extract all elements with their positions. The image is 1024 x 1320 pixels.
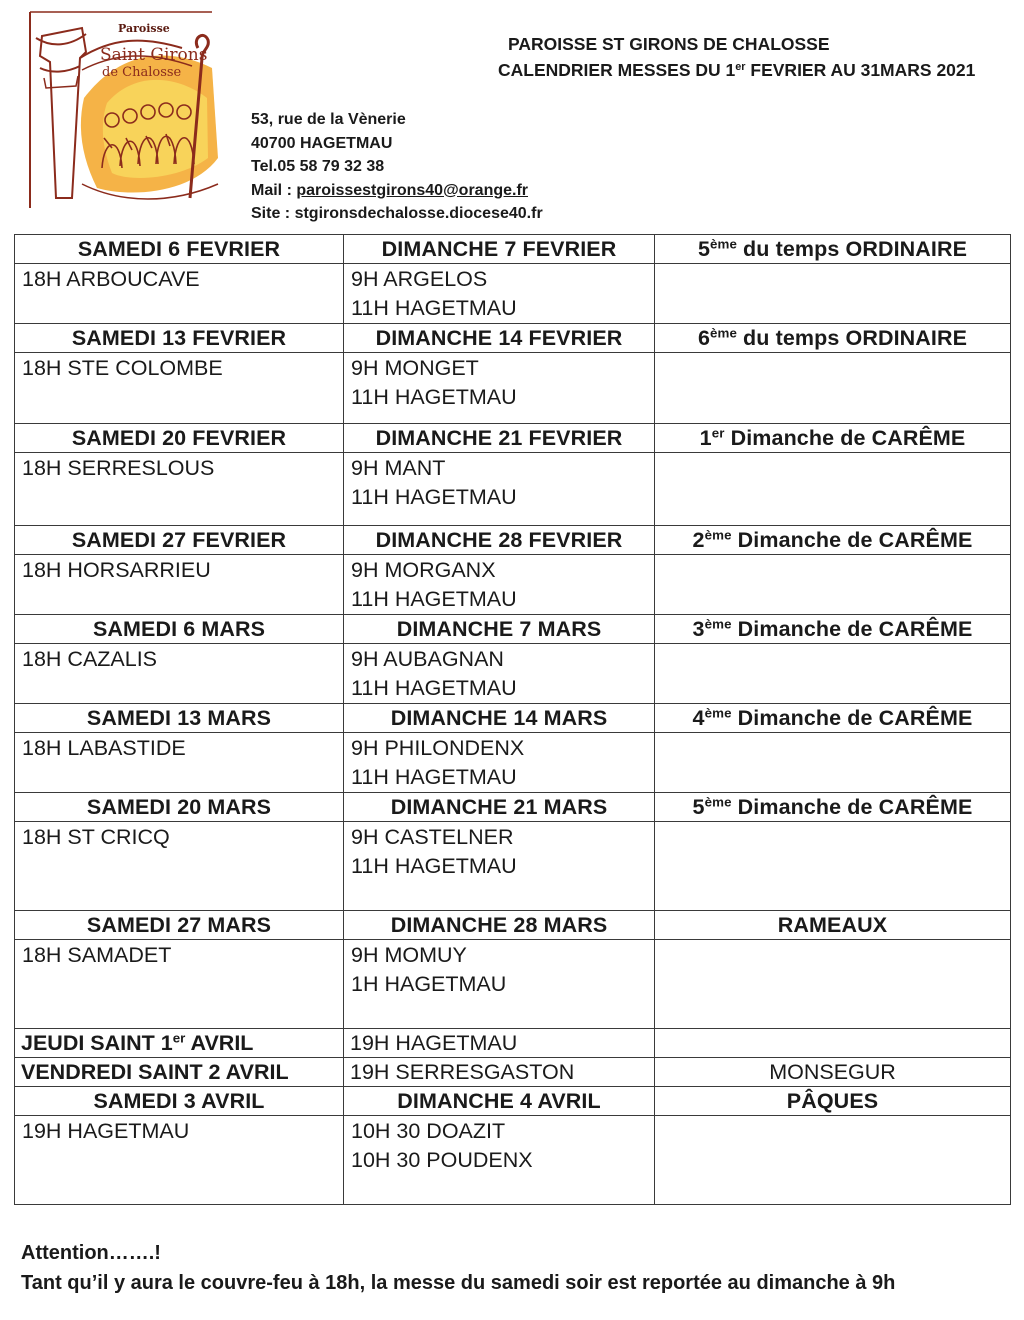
- saturday-masses: [15, 264, 344, 324]
- sunday-date: DIMANCHE 4 AVRIL: [344, 1087, 655, 1116]
- good-friday-mass: 19H SERRESGASTON: [344, 1058, 655, 1087]
- liturgical-occasion: 4ème Dimanche de CARÊME: [655, 704, 1011, 733]
- sunday-masses: [344, 940, 655, 1029]
- holy-thursday-label: JEUDI SAINT 1er AVRIL: [15, 1029, 344, 1058]
- saturday-date: SAMEDI 27 MARS: [15, 911, 344, 940]
- saturday-date: SAMEDI 13 FEVRIER: [15, 324, 344, 353]
- sunday-masses: [344, 733, 655, 793]
- mass-entry: 10H 30 DOAZIT: [351, 1119, 506, 1143]
- sunday-masses: [344, 1116, 655, 1205]
- mass-entry: 9H CASTELNER: [351, 825, 514, 849]
- sunday-masses: [344, 264, 655, 324]
- mass-entry: 11H HAGETMAU: [351, 385, 517, 409]
- sunday-date: DIMANCHE 28 FEVRIER: [344, 526, 655, 555]
- footer-attention: Attention…….!: [21, 1242, 161, 1264]
- week-mass-row: [15, 353, 1011, 424]
- mass-entry: 11H HAGETMAU: [351, 296, 517, 320]
- occasion-notes: [655, 1116, 1011, 1205]
- sunday-date: DIMANCHE 21 MARS: [344, 793, 655, 822]
- sunday-date: DIMANCHE 14 FEVRIER: [344, 324, 655, 353]
- week-header-row: [15, 526, 1011, 555]
- good-friday-note: MONSEGUR: [655, 1058, 1011, 1087]
- mass-entry: 18H STE COLOMBE: [22, 356, 223, 380]
- occasion-notes: [655, 644, 1011, 704]
- address-block: [251, 108, 543, 226]
- sunday-date: DIMANCHE 7 MARS: [344, 615, 655, 644]
- week-mass-row: [15, 822, 1011, 911]
- sunday-masses: [344, 555, 655, 615]
- mass-entry: 18H ARBOUCAVE: [22, 267, 200, 291]
- liturgical-occasion: 1er Dimanche de CARÊME: [655, 424, 1011, 453]
- occasion-notes: [655, 555, 1011, 615]
- liturgical-occasion: 6ème du temps ORDINAIRE: [655, 324, 1011, 353]
- mass-entry: 9H AUBAGNAN: [351, 647, 504, 671]
- saturday-masses: [15, 940, 344, 1029]
- liturgical-occasion: 5ème du temps ORDINAIRE: [655, 235, 1011, 264]
- week-mass-row: [15, 644, 1011, 704]
- mass-entry: 9H MORGANX: [351, 558, 496, 582]
- sunday-date: DIMANCHE 7 FEVRIER: [344, 235, 655, 264]
- week-header-row: [15, 793, 1011, 822]
- week-header-row: [15, 1087, 1011, 1116]
- occasion-notes: [655, 940, 1011, 1029]
- saturday-date: SAMEDI 27 FEVRIER: [15, 526, 344, 555]
- holy-thursday-mass: 19H HAGETMAU: [344, 1029, 655, 1058]
- week-mass-row: [15, 940, 1011, 1029]
- sunday-date: DIMANCHE 21 FEVRIER: [344, 424, 655, 453]
- mass-entry: 18H CAZALIS: [22, 647, 158, 671]
- saturday-masses: [15, 822, 344, 911]
- saturday-date: SAMEDI 6 MARS: [15, 615, 344, 644]
- mail-link[interactable]: paroissestgirons40@orange.fr: [296, 181, 529, 199]
- holy-thursday-row: [15, 1029, 1011, 1058]
- address-street: 53, rue de la Vènerie: [251, 111, 406, 128]
- address-phone: Tel.05 58 79 32 38: [251, 158, 385, 175]
- mass-entry: 11H HAGETMAU: [351, 676, 517, 700]
- mass-entry: 18H LABASTIDE: [22, 736, 186, 760]
- occasion-notes: [655, 353, 1011, 424]
- liturgical-occasion: 2ème Dimanche de CARÊME: [655, 526, 1011, 555]
- good-friday-row: [15, 1058, 1011, 1087]
- saturday-masses: [15, 453, 344, 526]
- occasion-notes: [655, 264, 1011, 324]
- document-title: PAROISSE ST GIRONS DE CHALOSSE: [508, 34, 830, 54]
- week-mass-row: [15, 733, 1011, 793]
- sunday-masses: [344, 353, 655, 424]
- mass-entry: 18H SERRESLOUS: [22, 456, 215, 480]
- week-mass-row: [15, 453, 1011, 526]
- saturday-date: SAMEDI 13 MARS: [15, 704, 344, 733]
- mass-entry: 18H ST CRICQ: [22, 825, 170, 849]
- mass-entry: 11H HAGETMAU: [351, 485, 517, 509]
- saturday-date: SAMEDI 20 FEVRIER: [15, 424, 344, 453]
- mass-entry: 18H HORSARRIEU: [22, 558, 211, 582]
- good-friday-label: VENDREDI SAINT 2 AVRIL: [15, 1058, 344, 1087]
- address-city: 40700 HAGETMAU: [251, 134, 393, 152]
- mass-entry: 18H SAMADET: [22, 943, 172, 967]
- sunday-date: DIMANCHE 28 MARS: [344, 911, 655, 940]
- week-header-row: [15, 235, 1011, 264]
- address-site: Site : stgironsdechalosse.diocese40.fr: [251, 205, 543, 222]
- mass-entry: 1H HAGETMAU: [351, 972, 507, 996]
- parish-logo: [22, 8, 220, 210]
- occasion-notes: [655, 733, 1011, 793]
- saturday-masses: [15, 733, 344, 793]
- occasion-notes: [655, 453, 1011, 526]
- saturday-masses: [15, 555, 344, 615]
- saturday-masses: [15, 1116, 344, 1205]
- sunday-masses: [344, 453, 655, 526]
- week-header-row: [15, 911, 1011, 940]
- footer-note: [21, 1238, 895, 1298]
- holy-thursday-note: [655, 1029, 1011, 1058]
- saturday-date: SAMEDI 3 AVRIL: [15, 1087, 344, 1116]
- sunday-date: DIMANCHE 14 MARS: [344, 704, 655, 733]
- saturday-masses: [15, 644, 344, 704]
- sunday-masses: [344, 822, 655, 911]
- saturday-masses: [15, 353, 344, 424]
- week-header-row: [15, 424, 1011, 453]
- footer-curfew-note: Tant qu’il y aura le couvre-feu à 18h, la messe du samedi soir est reportée au dimanche à 9h: [21, 1272, 896, 1294]
- mass-entry: 10H 30 POUDENX: [351, 1148, 533, 1172]
- mass-entry: 9H MANT: [351, 456, 446, 480]
- saturday-date: SAMEDI 6 FEVRIER: [15, 235, 344, 264]
- occasion-notes: [655, 822, 1011, 911]
- week-mass-row: [15, 555, 1011, 615]
- mass-entry: 9H MOMUY: [351, 943, 467, 967]
- liturgical-occasion: PÂQUES: [655, 1087, 1011, 1116]
- saturday-date: SAMEDI 20 MARS: [15, 793, 344, 822]
- week-header-row: [15, 324, 1011, 353]
- mass-entry: 11H HAGETMAU: [351, 854, 517, 878]
- logo-name-line2: de Chalosse: [102, 65, 182, 80]
- address-mail: Mail : paroissestgirons40@orange.fr: [251, 181, 529, 199]
- liturgical-occasion: 3ème Dimanche de CARÊME: [655, 615, 1011, 644]
- mass-entry: 19H HAGETMAU: [22, 1119, 190, 1143]
- logo-top-text: Paroisse: [118, 22, 170, 35]
- mass-entry: 9H ARGELOS: [351, 267, 488, 291]
- mass-entry: 11H HAGETMAU: [351, 587, 517, 611]
- week-mass-row: [15, 1116, 1011, 1205]
- week-mass-row: [15, 264, 1011, 324]
- liturgical-occasion: 5ème Dimanche de CARÊME: [655, 793, 1011, 822]
- week-header-row: [15, 615, 1011, 644]
- logo-name-line1: Saint Girons: [100, 45, 208, 65]
- mass-entry: 9H MONGET: [351, 356, 479, 380]
- liturgical-occasion: RAMEAUX: [655, 911, 1011, 940]
- week-header-row: [15, 704, 1011, 733]
- mass-entry: 9H PHILONDENX: [351, 736, 525, 760]
- sunday-masses: [344, 644, 655, 704]
- mass-entry: 11H HAGETMAU: [351, 765, 517, 789]
- mass-schedule-table: [14, 234, 1011, 1205]
- document-subtitle: CALENDRIER MESSES DU 1er FEVRIER AU 31MARS 2021: [498, 60, 976, 80]
